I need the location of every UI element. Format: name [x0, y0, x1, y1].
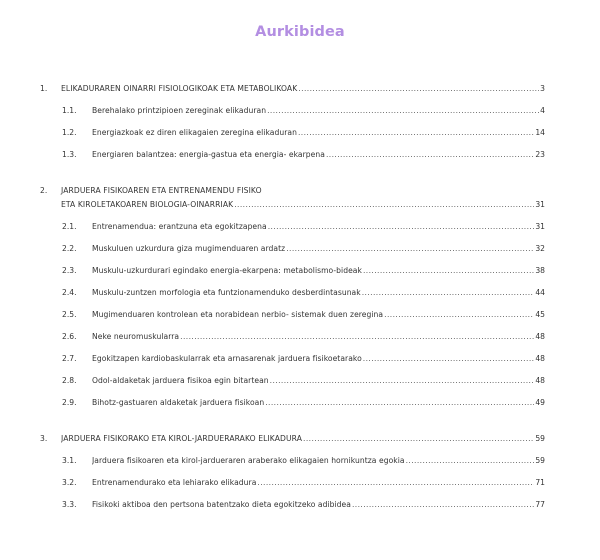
- toc-section-3[interactable]: [0, 432, 600, 454]
- subsection-title: Mugimenduaren kontrolean eta norabidean nerbio- sistemak duen zeregina: [92, 310, 384, 319]
- toc-subsection-2-5[interactable]: [0, 308, 600, 330]
- dot-leader: [352, 498, 534, 512]
- subsection-title: Berehalako printzipioen zereginak elikaduran: [92, 106, 267, 115]
- dot-leader: [326, 148, 534, 162]
- table-of-contents: [0, 82, 600, 520]
- dot-leader: [406, 454, 535, 468]
- page-number: 14: [535, 128, 545, 137]
- subsection-title: Bihotz-gastuaren aldaketak jarduera fisikoan: [92, 398, 265, 407]
- subsection-title: Muskuluen uzkurdura giza mugimenduaren ardatz: [92, 244, 286, 253]
- page-number: 48: [535, 376, 545, 385]
- subsection-number: 2.4.: [62, 288, 77, 297]
- page-number: 45: [535, 310, 545, 319]
- dot-leader: [303, 432, 534, 446]
- subsection-number: 2.9.: [62, 398, 77, 407]
- subsection-number: 3.2.: [62, 478, 77, 487]
- page-number: 31: [535, 222, 545, 231]
- page-number: 59: [535, 456, 545, 465]
- toc-subsection-2-3[interactable]: [0, 264, 600, 286]
- page-number: 3: [540, 84, 545, 93]
- dot-leader: [265, 396, 534, 410]
- toc-subsection-1-2[interactable]: [0, 126, 600, 148]
- toc-subsection-2-1[interactable]: [0, 220, 600, 242]
- section-number: 3.: [40, 434, 48, 443]
- subsection-number: 2.1.: [62, 222, 77, 231]
- toc-subsection-2-2[interactable]: [0, 242, 600, 264]
- toc-subsection-2-9[interactable]: [0, 396, 600, 418]
- section-title: ELIKADURAREN OINARRI FISIOLOGIKOAK ETA METABOLIKOAK: [61, 84, 298, 93]
- subsection-title: Energiaren balantzea: energia-gastua eta energia- ekarpena: [92, 150, 325, 159]
- page-number: 77: [535, 500, 545, 509]
- subsection-title: Entrenamendurako eta lehiarako elikadura: [92, 478, 257, 487]
- subsection-number: 3.1.: [62, 456, 77, 465]
- page-number: 49: [535, 398, 545, 407]
- dot-leader: [270, 374, 535, 388]
- page-number: 59: [535, 434, 545, 443]
- subsection-number: 2.6.: [62, 332, 77, 341]
- section-number: 2.: [40, 186, 48, 195]
- toc-section-2[interactable]: [0, 184, 600, 220]
- subsection-title: Fisikoki aktiboa den pertsona batentzako dieta egokitzeko adibidea: [92, 500, 351, 509]
- subsection-title: Muskulu-zuntzen morfologia eta funtzionamenduko desberdintasunak: [92, 288, 361, 297]
- subsection-title: Entrenamendua: erantzuna eta egokitzapena: [92, 222, 267, 231]
- page-number: 23: [535, 150, 545, 159]
- toc-subsection-2-7[interactable]: [0, 352, 600, 374]
- subsection-number: 1.1.: [62, 106, 77, 115]
- page-title: Aurkibidea: [255, 24, 345, 40]
- dot-leader: [267, 104, 539, 118]
- subsection-number: 3.3.: [62, 500, 77, 509]
- section-number: 1.: [40, 84, 48, 93]
- subsection-number: 1.3.: [62, 150, 77, 159]
- toc-subsection-3-1[interactable]: [0, 454, 600, 476]
- subsection-number: 2.2.: [62, 244, 77, 253]
- dot-leader: [363, 352, 535, 366]
- page-number: 38: [535, 266, 545, 275]
- toc-subsection-2-6[interactable]: [0, 330, 600, 352]
- page-number: 31: [535, 200, 545, 209]
- subsection-title: Odol-aldaketak jarduera fisikoa egin bitartean: [92, 376, 269, 385]
- section-title-line2: ETA KIROLETAKOAREN BIOLOGIA-OINARRIAK: [61, 200, 234, 209]
- subsection-number: 2.7.: [62, 354, 77, 363]
- dot-leader: [286, 242, 534, 256]
- dot-leader: [363, 264, 534, 278]
- subsection-title: Neke neuromuskularra: [92, 332, 180, 341]
- toc-section-1[interactable]: [0, 82, 600, 104]
- page-number: 44: [535, 288, 545, 297]
- page-number: 4: [540, 106, 545, 115]
- page-number: 48: [535, 332, 545, 341]
- page-number: 32: [535, 244, 545, 253]
- dot-leader: [384, 308, 534, 322]
- dot-leader: [234, 198, 534, 212]
- subsection-number: 2.3.: [62, 266, 77, 275]
- subsection-number: 2.5.: [62, 310, 77, 319]
- dot-leader: [362, 286, 535, 300]
- toc-subsection-3-3[interactable]: [0, 498, 600, 520]
- dot-leader: [298, 126, 534, 140]
- toc-subsection-3-2[interactable]: [0, 476, 600, 498]
- section-title-line1: JARDUERA FISIKOAREN ETA ENTRENAMENDU FISIKO: [61, 186, 262, 195]
- dot-leader: [268, 220, 535, 234]
- toc-subsection-2-8[interactable]: [0, 374, 600, 396]
- toc-subsection-1-3[interactable]: [0, 148, 600, 170]
- dot-leader: [180, 330, 534, 344]
- dot-leader: [298, 82, 539, 96]
- subsection-number: 2.8.: [62, 376, 77, 385]
- page-number: 71: [535, 478, 545, 487]
- subsection-title: Energiazkoak ez diren elikagaien zeregina elikaduran: [92, 128, 297, 137]
- toc-subsection-1-1[interactable]: [0, 104, 600, 126]
- subsection-title: Muskulu-uzkurdurari egindako energia-ekarpena: metabolismo-bideak: [92, 266, 362, 275]
- subsection-title: Egokitzapen kardiobaskularrak eta arnasarenak jarduera fisikoetarako: [92, 354, 362, 363]
- page-number: 48: [535, 354, 545, 363]
- dot-leader: [257, 476, 534, 490]
- subsection-title: Jarduera fisikoaren eta kirol-jardueraren araberako elikagaien hornikuntza egokia: [92, 456, 405, 465]
- section-title: JARDUERA FISIKORAKO ETA KIROL-JARDUERARAKO ELIKADURA: [61, 434, 303, 443]
- subsection-number: 1.2.: [62, 128, 77, 137]
- toc-subsection-2-4[interactable]: [0, 286, 600, 308]
